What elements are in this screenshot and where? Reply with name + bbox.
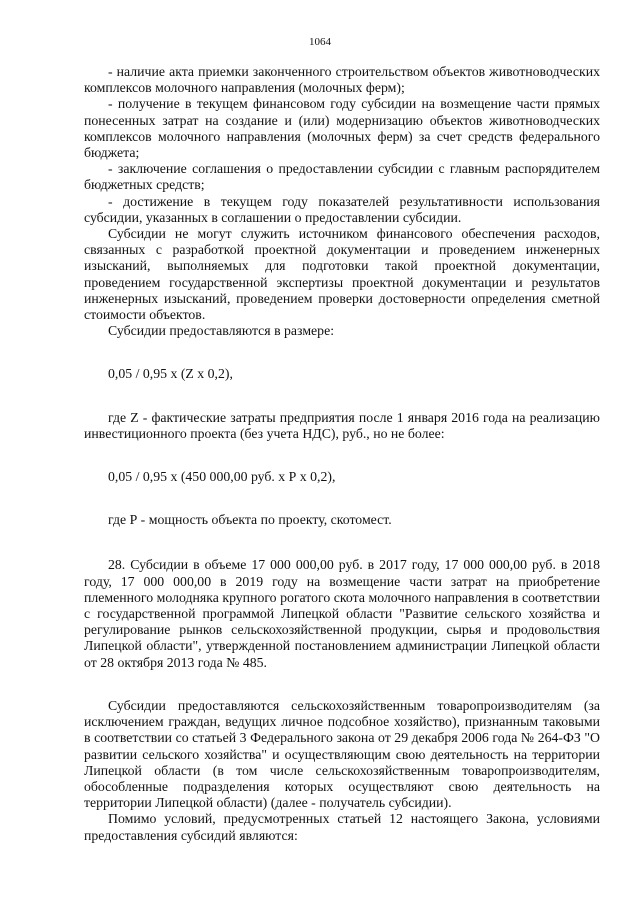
page-number: 1064: [309, 36, 331, 48]
spacer: [84, 442, 600, 469]
paragraph-recipients: Субсидии предоставляются сельскохозяйственным товаропроизводителям (за исключением граждан, ведущих личное подсобное хозяйство), признанным таковыми в соответствии со статьей 3 Федерального закона от 29 декабря 2006 года № 264-ФЗ "О развитии сельского хозяйства" и осуществляющим свою деятельность на территории Липецкой области (в том числе сельскохозяйственным товаропроизводителям, обособленные подразделения которых осуществляют свою деятельность на территории Липецкой области) (далее - получатель субсидии).: [84, 697, 600, 811]
formula-2: 0,05 / 0,95 х (450 000,00 руб. х Р х 0,2),: [108, 469, 336, 485]
document-body: [84, 64, 600, 844]
spacer: [84, 339, 600, 366]
spacer: [84, 383, 600, 410]
paragraph-z-definition: где Z - фактические затраты предприятия после 1 января 2016 года на реализацию инвестиционного проекта (без учета НДС), руб., но не более:: [84, 409, 600, 441]
paragraph-item-28: 28. Субсидии в объеме 17 000 000,00 руб. в 2017 году, 17 000 000,00 руб. в 2018 году, 17 000 000,00 в 2019 году на возмещение части затрат на приобретение племенного молодняка крупного рогатого скота молочного направления в соответствии с государственной программой Липецкой области "Развитие сельского хозяйства и регулирование рынков сельскохозяйственной продукции, сырья и продовольствия Липецкой области", утвержденной постановлением администрации Липецкой области от 28 октября 2013 года № 485.: [84, 557, 600, 670]
paragraph-condition-act: - наличие акта приемки законченного строительством объектов животноводческих комплексов молочного направления (молочных ферм);: [84, 64, 600, 96]
paragraph-condition-federal-subsidy: - получение в текущем финансовом году субсидии на возмещение части прямых понесенных затрат на создание и (или) модернизацию объектов животноводческих комплексов молочного направления (молочных ферм) за счет средств федерального бюджета;: [84, 96, 600, 161]
spacer: [84, 528, 600, 557]
paragraph-condition-agreement: - заключение соглашения о предоставлении субсидии с главным распорядителем бюджетных средств;: [84, 161, 600, 193]
spacer: [84, 485, 600, 512]
formula-1: 0,05 / 0,95 х (Z х 0,2),: [108, 366, 233, 382]
paragraph-subsidy-amount-intro: Субсидии предоставляются в размере:: [108, 323, 335, 339]
paragraph-p-definition: где Р - мощность объекта по проекту, скотомест.: [108, 512, 392, 528]
paragraph-subsidy-restrictions: Субсидии не могут служить источником финансового обеспечения расходов, связанных с разработкой проектной документации и проведением инженерных изысканий, выполняемых для подготовки такой проектной документации, проведением государственной экспертизы проектной документации и результатов инженерных изысканий, проведением проверки достоверности определения сметной стоимости объектов.: [84, 226, 600, 323]
spacer: [84, 671, 600, 698]
paragraph-conditions-intro: Помимо условий, предусмотренных статьей 12 настоящего Закона, условиями предоставления субсидий являются:: [84, 811, 600, 843]
paragraph-condition-indicators: - достижение в текущем году показателей результативности использования субсидии, указанных в соглашении о предоставлении субсидии.: [84, 193, 600, 225]
